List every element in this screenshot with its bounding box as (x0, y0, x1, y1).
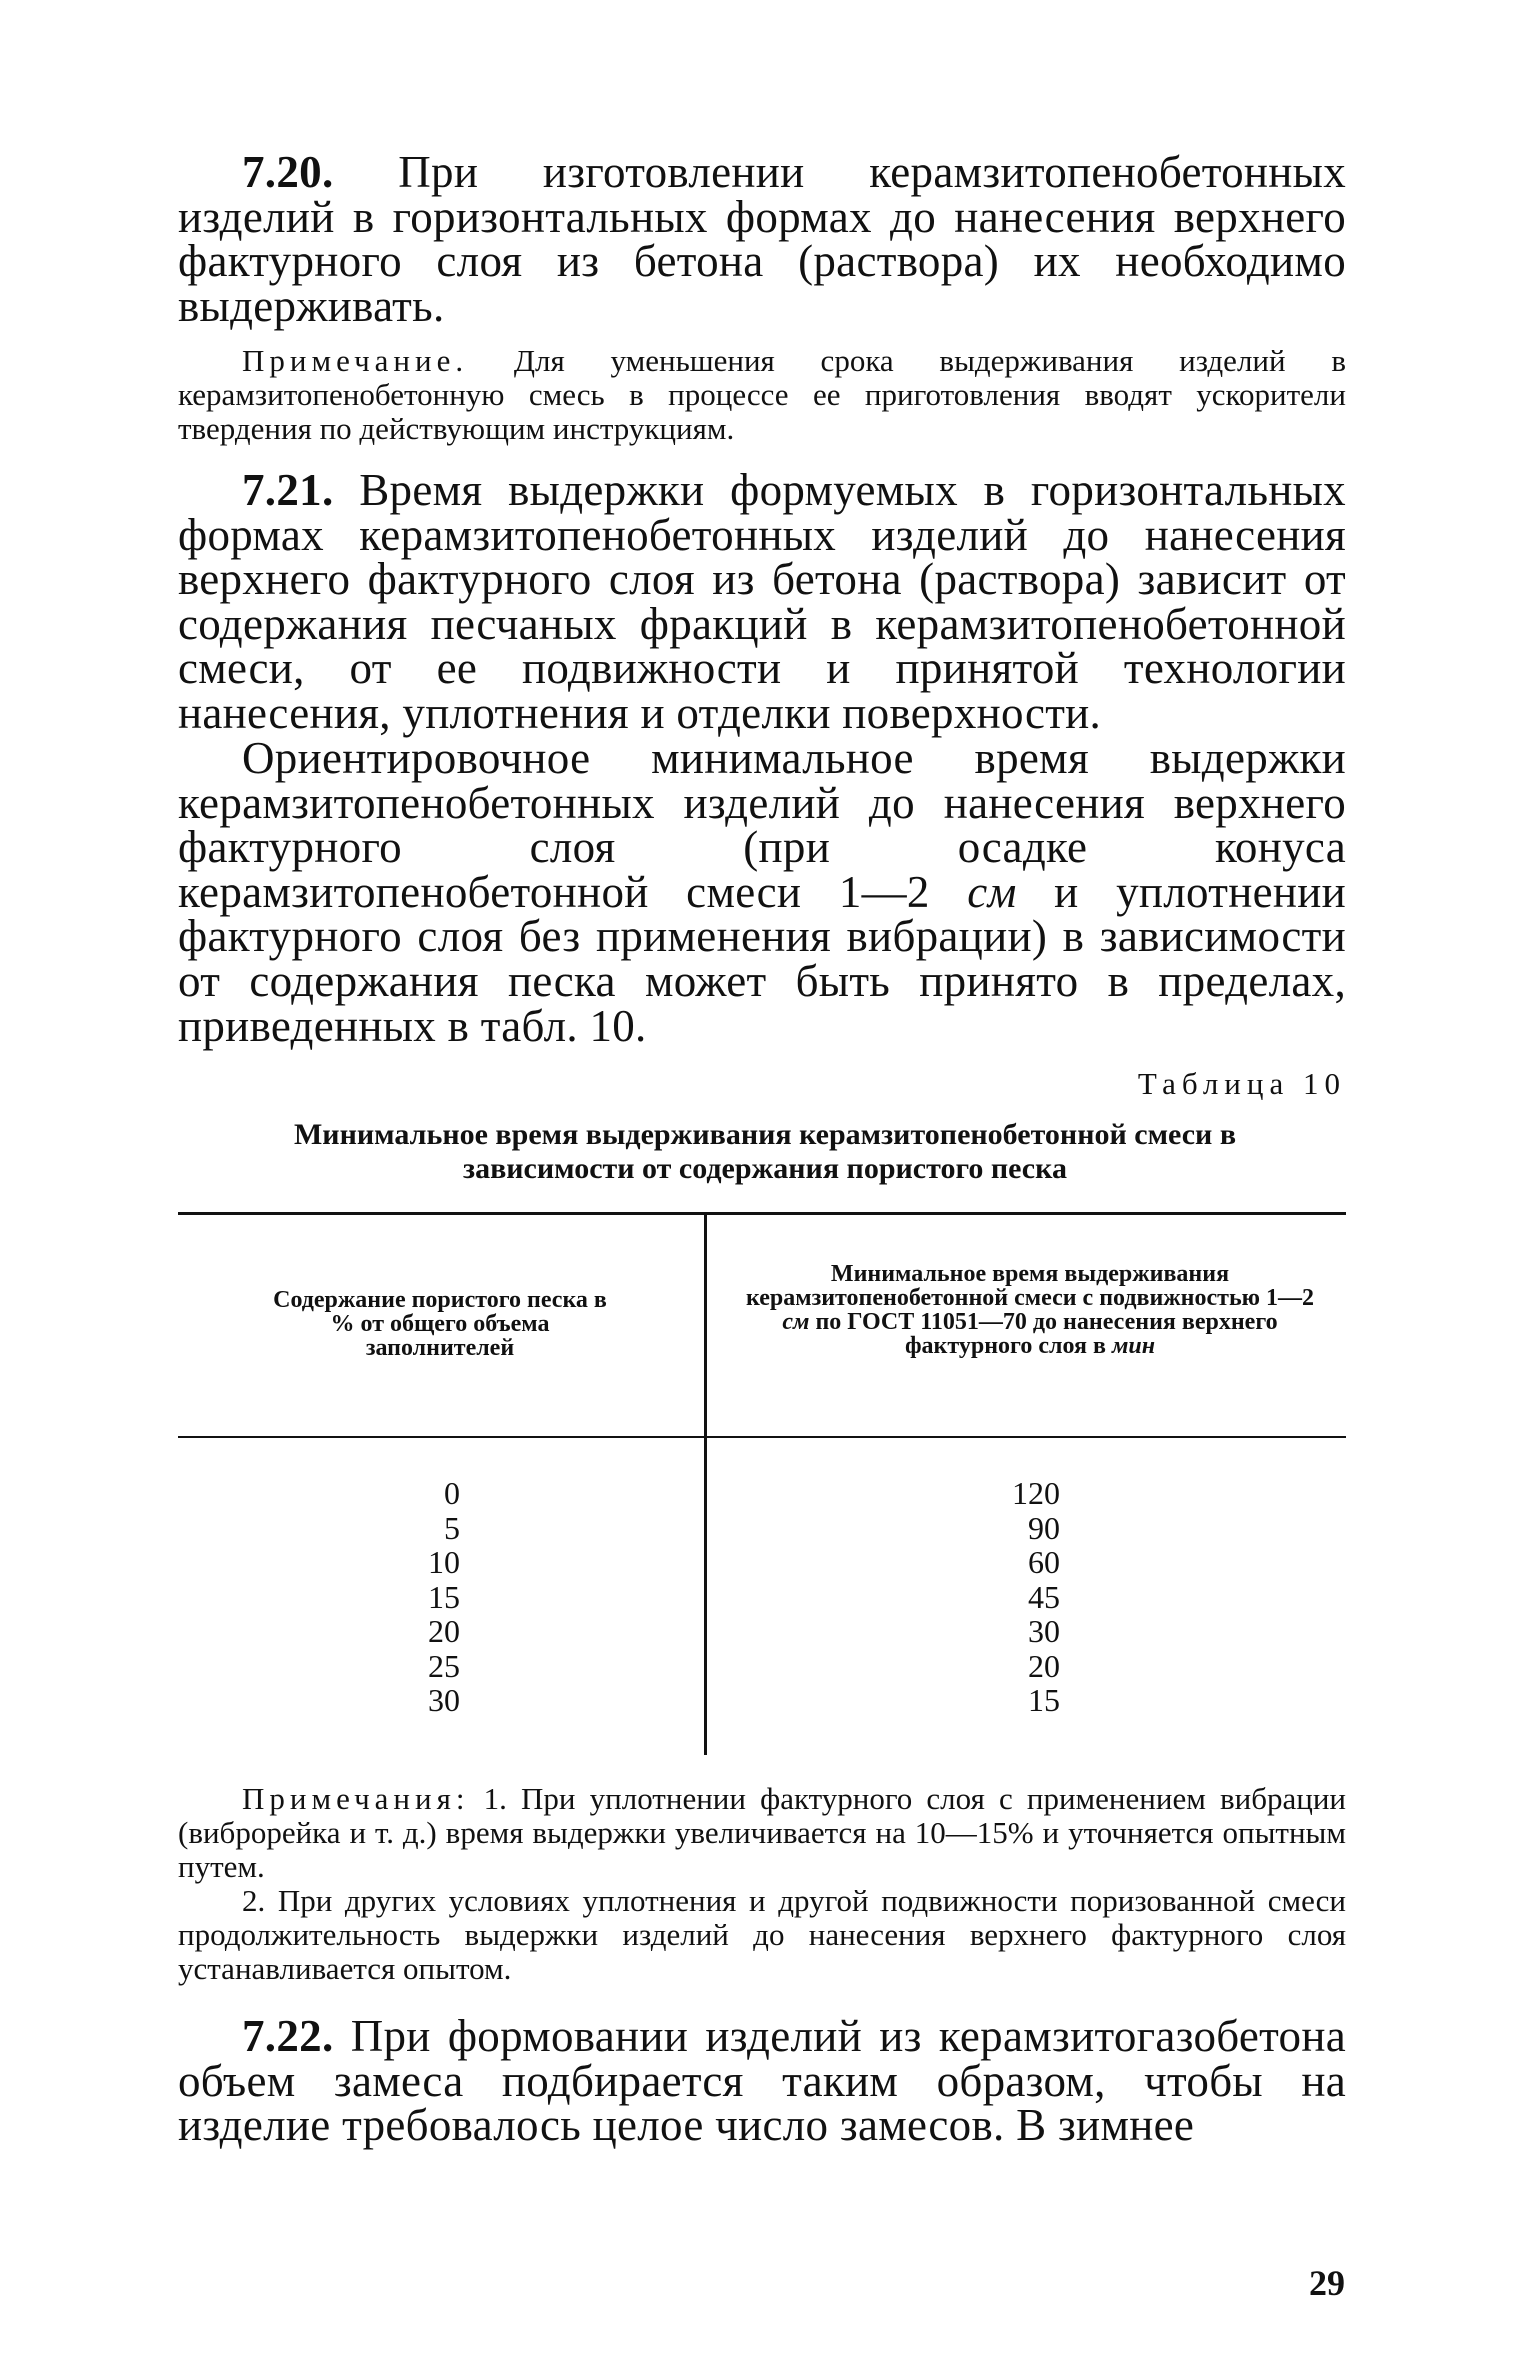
time-values-column (1000, 1476, 1060, 1718)
paragraph-7-21 (178, 465, 1346, 738)
table-cell: 25 (428, 1647, 460, 1684)
table-title: Минимальное время выдерживания керамзитопенобетонной смеси в зависимости от содержания пористого песка (293, 1118, 1237, 1185)
table-cell: 30 (1028, 1613, 1060, 1649)
note-label: Примечание. (242, 343, 469, 378)
paragraph-orientation (178, 733, 1346, 1051)
note-block-1 (178, 344, 1346, 446)
page-number: 29 (1309, 2263, 1345, 2303)
section-number: 7.21. (242, 465, 334, 515)
notes-label: Примечания: (242, 1781, 470, 1816)
paragraph-text: При формовании изделий из керамзитогазобетона объем замеса подбирается таким образом, чтобы на изделие требовалось целое число замесов. В зимнее (178, 2011, 1346, 2151)
table-cell: 15 (428, 1578, 460, 1615)
section-number: 7.22. (242, 2011, 334, 2061)
note-1: 1. При уплотнении фактурного слоя с применением вибрации (виброрейка и т. д.) время выдержки увеличивается на 10—15% и уточняется опытным путем. (178, 1781, 1346, 1884)
paragraph-text: При изготовлении керамзитопенобетонных изделий в горизонтальных формах до нанесения верхнего фактурного слоя из бетона (раствора) их необходимо выдерживать. (178, 147, 1346, 331)
unit-cm: см (967, 866, 1017, 917)
column-header-sand: Содержание пористого песка в % от общего объема заполнителей (273, 1287, 607, 1361)
section-number: 7.20. (242, 147, 334, 197)
paragraph-text: Время выдержки формуемых в горизонтальных формах керамзитопенобетонных изделий до нанесения верхнего фактурного слоя из бетона (раствора) зависит от содержания песчаных фракций в керамзитопенобетонной смеси, от ее подвижности и принятой технологии нанесения, уплотнения и отделки поверхности. (178, 465, 1346, 738)
table-header-rule (178, 1436, 1346, 1438)
table-cell: 120 (1012, 1475, 1060, 1511)
table-cell: 90 (1028, 1509, 1060, 1546)
table-cell: 5 (444, 1509, 460, 1546)
paragraph-text: Ориентировочное минимальное время выдержки керамзитопенобетонных изделий до нанесения верхнего фактурного слоя (при осадке конуса керамзитопенобетонной смеси 1—2 (178, 733, 1346, 917)
table-top-rule (178, 1212, 1346, 1215)
table-cell: 0 (444, 1475, 460, 1511)
paragraph-7-20 (178, 147, 1346, 331)
notes-block-2 (178, 1782, 1346, 1986)
paragraph-7-22 (178, 2011, 1346, 2151)
note-2: 2. При других условиях уплотнения и другой подвижности поризованной смеси продолжительность выдержки изделий до нанесения верхнего фактурного слоя устанавливается опытом. (178, 1883, 1346, 1986)
paragraph-text-cont: и уплотнении фактурного слоя без применения вибрации) в зависимости от содержания песка может быть принято в пределах, приведенных в табл. 10. (178, 866, 1346, 1051)
sand-values-column (400, 1476, 460, 1718)
table-cell: 20 (1028, 1647, 1060, 1684)
column-header-time: Минимальное время выдерживания керамзитопенобетонной смеси с подвижностью 1—2 см по ГОСТ 11051—70 до нанесения верхнего фактурного слоя в мин (746, 1261, 1314, 1359)
table-cell: 45 (1028, 1578, 1060, 1615)
table-cell: 30 (428, 1682, 460, 1718)
table-label: Таблица 10 (1137, 1066, 1346, 1101)
table-cell: 20 (428, 1613, 460, 1649)
table-cell: 60 (1028, 1544, 1060, 1580)
table-column-divider (704, 1215, 707, 1755)
table-cell: 10 (428, 1544, 460, 1580)
table-cell: 15 (1028, 1682, 1060, 1718)
note-text: Для уменьшения срока выдерживания изделий в керамзитопенобетонную смесь в процессе ее приготовления вводят ускорители твердения по действующим инструкциям. (178, 343, 1346, 446)
